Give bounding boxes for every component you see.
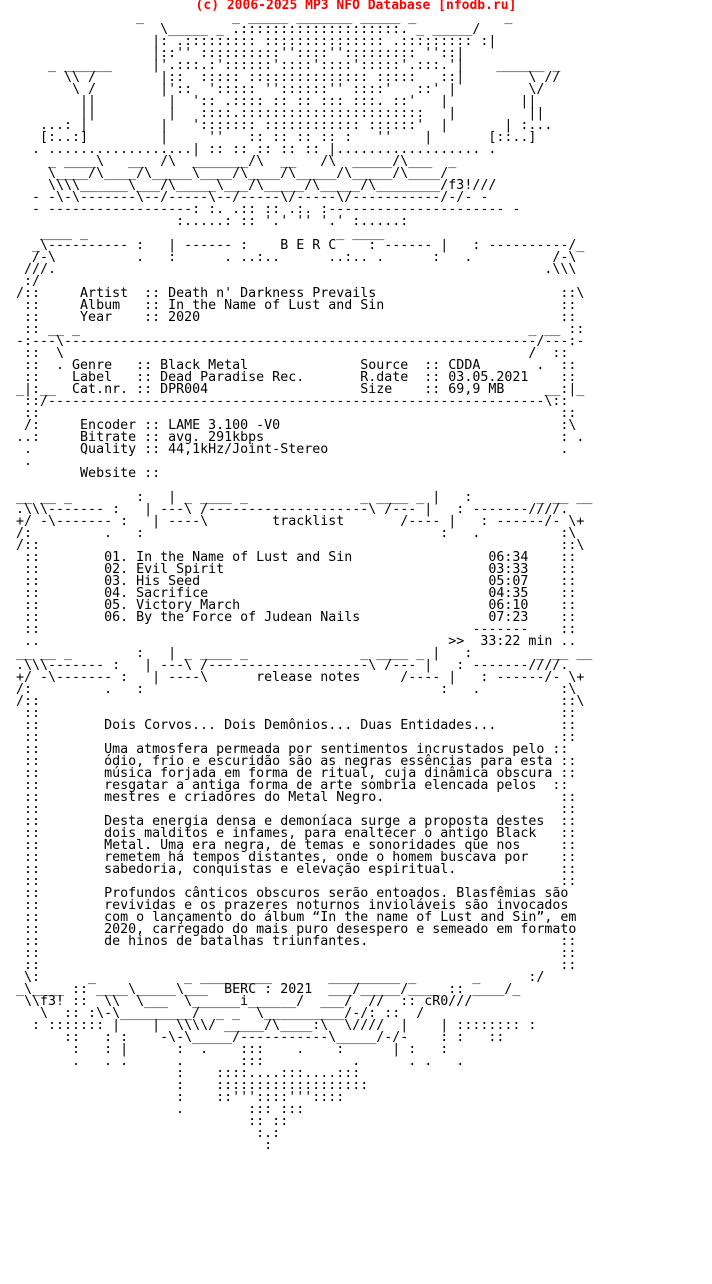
nfo-line: |: .::::::::: ::::::::::::::: .::::::::: :| [0,34,497,49]
nfo-line: :: Label :: Dead Paradise Rec. R.date :: 03.05.2021 :: [0,370,577,385]
nfo-line: __ __ _ : | _ ____ _ _ ____ _ | : _ __ __ [0,646,593,661]
nfo-line: _|:__ Cat.nr. :: DPR004 Size :: 69,9 MB __:|_ [0,382,585,397]
nfo-line: : : | : . ::: . : | : : [0,1042,449,1057]
nfo-line: :: :: [0,730,577,745]
nfo-line: _\---------- : | ------ : B E R C : ------ | : ----------/_ [0,238,585,253]
nfo-line: /:: Artist :: Death n' Darkness Prevails ::\ [0,286,585,301]
nfo-line: __ __ _ : | _ ____ _ _ ____ _ | : _ __ __ [0,490,593,505]
nfo-line: :: dois malditos e infames, para enaltecer o antigo Black :: [0,826,577,841]
nfo-line: /-\ . : . ..:.. ..:.. . : . /-\ [0,250,577,265]
nfo-ascii-document [0,12,592,1152]
nfo-line: : ::::::::::::::::::: [0,1078,369,1093]
nfo-line: /: Encoder :: LAME 3.100 -V0 :\ [0,418,577,433]
nfo-line: :: :: [0,406,577,421]
nfo-line: :: Metal. Uma era negra, de temas e sonoridades que nos :: [0,838,577,853]
nfo-line: +/ -\------- : | ----\ release notes /---- | : ------/- \+ [0,670,585,685]
nfo-line: :: :: [0,1114,289,1129]
nfo-line: :: 04. Sacrifice 04:35 :: [0,586,577,601]
nfo-line: .\\\------- : | ---\ /--------------------\ /--- | : -------////. [0,502,569,517]
nfo-line: :: :: [0,958,577,973]
nfo-line: \\f3! :: \\ \___ \______i______/ ___/ // :: cR0/// [0,994,473,1009]
nfo-line: :: revividas e os prazeres noturnos invioláveis são invocados [0,898,569,913]
nfo-line: \\ / |:: ::::: ::::::::::::::: ::::: ::| \ // [0,70,561,85]
nfo-line: /: . : : . :\ [0,682,577,697]
nfo-line: :/ [0,274,41,289]
nfo-line: ...: | | '::::::: :::::::::::: ::::::' | | :... [0,118,553,133]
nfo-line: - ------------------: :. .:: :: .:. :---------------------- - [0,202,521,217]
nfo-line: \\\\______\___/\_____\___/\_____/\_____/\________/f3!/// [0,178,497,193]
nfo-line: -:---\-----------------------------------------------------------/---:- [0,334,585,349]
nfo-line: :: Album :: In the Name of Lust and Sin :: [0,298,577,313]
nfo-line: ///. .\\\ [0,262,577,277]
nfo-line: :: resgatar a antiga forma de arte sombria elencada pelos :: [0,778,569,793]
nfo-line: :: 2020, carregado do mais puro desespero e semeado em formato [0,922,577,937]
nfo-line: ____ _ _ ____ [0,226,385,241]
nfo-line: Website :: [0,466,161,481]
nfo-line: :: música forjada em forma de ritual, cuja dinâmica obscura :: [0,766,577,781]
nfo-line: _\____ :: ____\_____\___ BERC : 2021 ___/_____/____ :: ____/_ [0,982,521,997]
nfo-line: /: . : : . :\ [0,526,577,541]
nfo-line: ::/--------------------------------------------------------------\:: [0,394,569,409]
nfodb-credit-header: (c) 2006-2025 MP3 NFO Database [nfodb.ru] [195,0,517,13]
nfo-line: . ::: ::: [0,1102,305,1117]
nfo-line: \ / |':: '::::: ''::::::'' ::::' ::' | \/ [0,82,545,97]
nfo-line: _ _ _____ _______ _____ _ _ [0,10,513,25]
nfo-line: :: 01. In the Name of Lust and Sin 06:34 :: [0,550,577,565]
nfo-line: : ::::....:::....::: [0,1066,361,1081]
nfo-line: \_____ _ .::::::::::::::::::::. _ _____/ [0,22,481,37]
nfo-line: :: . Genre :: Black Metal Source :: CDDA . :: [0,358,577,373]
nfo-line: . . . . ::: . . . . [0,1054,465,1069]
nfo-line: [:..:] | '' :: :: :: :: : '' | [::..] [0,130,537,145]
nfo-line: :: de hinos de batalhas triunfantes. :: [0,934,577,949]
nfo-line: :: 06. By the Force of Judean Nails 07:23 :: [0,610,577,625]
nfo-line: /:: ::\ [0,538,585,553]
nfo-line: : ::::::: | | \\\\/ _____/\____:\ \//// | | :::::::: : [0,1018,537,1033]
nfo-line: /:: ::\ [0,694,585,709]
nfo-line: :: Desta energia densa e demoníaca surge a proposta destes :: [0,814,577,829]
nfo-line: +/ -\------- : | ----\ tracklist /---- | : ------/- \+ [0,514,585,529]
nfo-line: || | ::::.::::::::::::::::::::::: | || [0,106,545,121]
nfo-line: :: 03. His Seed 05:07 :: [0,574,577,589]
nfo-line: . ..................| :: :: :: :: :: |.................. . [0,142,497,157]
nfo-line: :: __ _ _ __ :: [0,322,585,337]
nfo-line: :: ------- :: [0,622,577,637]
nfo-line: : ::'''::::''':::: [0,1090,345,1105]
nfo-line: .. >> 33:22 min .. [0,634,577,649]
nfo-line: _ ____\ __ /\ _______/\ __ /\ _____/\___ _ [0,154,457,169]
nfo-line: :: Profundos cânticos obscuros serão entoados. Blasfêmias são [0,886,569,901]
nfo-line: ..: Bitrate :: avg. 291kbps : . [0,430,585,445]
nfo-line: :: mestres e criadores do Metal Negro. :: [0,790,577,805]
nfo-line: :: :: [0,706,577,721]
nfo-line: :: 05. Victory March 06:10 :: [0,598,577,613]
nfo-line: :: ódio, frio e escuridão são as negras essências para esta :: [0,754,577,769]
nfo-line: :: Uma atmosfera permeada por sentimentos incrustados pelo :: [0,742,569,757]
nfo-line: :: remetem há tempos distantes, onde o homem buscava por :: [0,850,577,865]
nfo-line: :: sabedoria, conquistas e elevação espiritual. :: [0,862,577,877]
nfo-line: :: Year :: 2020 :: [0,310,577,325]
nfo-line: :: \ / :: [0,346,569,361]
nfo-line: |::'' ::::::::::''::::''::::::::: ''::| [0,46,465,61]
nfo-line: :: :: [0,946,577,961]
nfo-line: \ :: :\-\_________/ _ _ \__________/-/: :: / [0,1006,425,1021]
nfo-line: :: :: [0,874,577,889]
nfo-line: :: Dois Corvos... Dois Demônios... Duas Entidades... :: [0,718,577,733]
nfo-line: \: _ _ _________ _________ _ _ :/ [0,970,545,985]
nfo-line: :: : : -\-\_____/-----------\_____/-/- : : :: [0,1030,505,1045]
nfo-line: :.: [0,1126,281,1141]
nfo-line: \____/\____/\_____\____/\____/\_____/\_____/\____/ [0,166,449,181]
nfo-line: : [0,1138,273,1153]
nfo-line: . [0,454,33,469]
nfo-line: :: :: [0,802,577,817]
nfo-line: :: com o lançamento do álbum “In the name of Lust and Sin”, em [0,910,577,925]
nfo-line: _ ______ |'.:::.:'::::::'::::'::::':::::'.:::.'| ______ _ [0,58,561,73]
nfo-line: :: 02. Evil Spirit 03:33 :: [0,562,577,577]
nfo-line: . Quality :: 44,1kHz/Joint-Stereo . [0,442,569,457]
nfo-line: :.....: :: '.' '' '.' :.....: [0,214,409,229]
nfo-line: || | ':: .:::: :: :: ::: :::. ::' | || [0,94,537,109]
nfo-line: .\\\------- : | ---\ /--------------------\ /--- | : -------////. [0,658,569,673]
nfo-line: - -\-\-------\--/-----\--/-----\/-----\/-----------/-/- - [0,190,489,205]
